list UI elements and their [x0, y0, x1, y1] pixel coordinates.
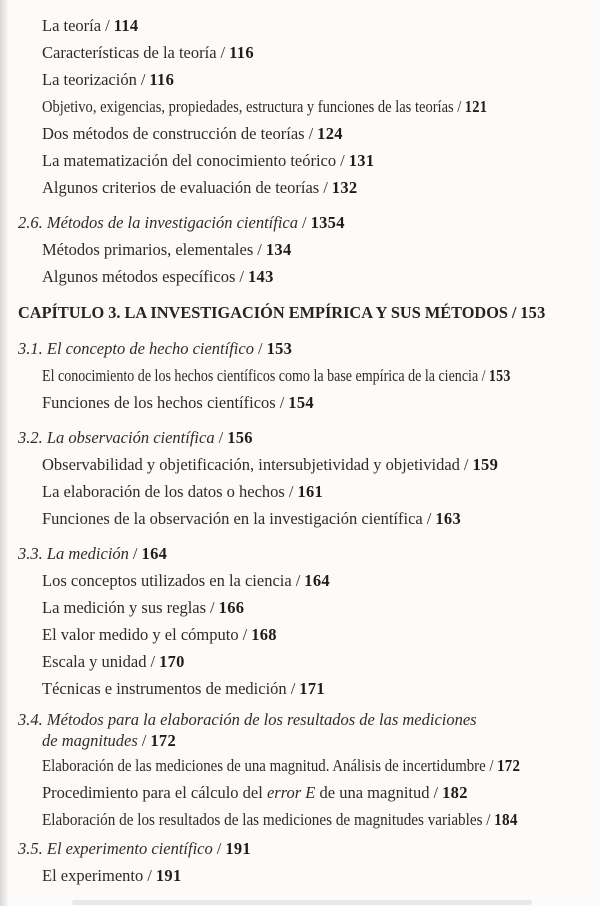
page-separator: /: [295, 571, 301, 590]
page-number: 153: [488, 366, 511, 385]
toc-entry: [0, 93, 600, 120]
toc-entry-title: 3.2. La observación científica: [18, 428, 215, 447]
toc-entry-title: Técnicas e instrumentos de medición: [42, 679, 287, 698]
toc-entry-title: de magnitudes: [42, 731, 138, 750]
page-separator: /: [257, 240, 262, 259]
toc-entry: [0, 478, 600, 505]
page-number: 116: [149, 70, 175, 89]
toc-entry: [0, 174, 600, 201]
toc-entry-title: Elaboración de las mediciones de una magnitud. Análisis de incertidumbre: [42, 756, 486, 775]
toc-entry: [0, 806, 600, 833]
page-separator: /: [147, 866, 152, 885]
toc-entry: [0, 505, 600, 532]
toc-entry-title: Los conceptos utilizados en la ciencia: [42, 571, 292, 590]
page-separator: /: [279, 393, 285, 412]
page-number: 154: [288, 393, 314, 412]
toc-entry-title: Algunos métodos específicos: [42, 267, 236, 286]
toc-entry-title: Métodos primarios, elementales: [42, 240, 254, 259]
toc-entry: [0, 362, 600, 389]
toc-entry-title: 3.3. La medición: [18, 544, 129, 563]
toc-entry-title: CAPÍTULO 3. LA INVESTIGACIÓN EMPÍRICA Y SUS MÉTODOS: [18, 303, 509, 322]
toc-entry-title: Dos métodos de construcción de teorías: [42, 124, 305, 143]
page-separator: /: [216, 839, 222, 858]
toc-entry-title: El conocimiento de los hechos científicos como la base empírica de la ciencia: [42, 366, 479, 385]
page-number: 159: [472, 455, 499, 474]
page-separator: /: [511, 303, 517, 322]
toc-entry: [0, 236, 600, 263]
page-separator: /: [290, 679, 296, 698]
toc-entry: [0, 389, 600, 416]
page-number: 184: [494, 810, 518, 829]
toc-entry: [0, 335, 600, 362]
toc-entry-title: Funciones de los hechos científicos: [42, 393, 276, 412]
page-number: 114: [113, 16, 139, 35]
page-number: 134: [265, 240, 292, 259]
page-number: 172: [497, 756, 521, 775]
page-number: 153: [266, 339, 293, 358]
page-separator: /: [308, 124, 314, 143]
page-separator: /: [433, 783, 439, 802]
page-number: 116: [229, 43, 254, 62]
page-bottom-shadow: [72, 900, 532, 905]
toc-entry-title: 3.4. Métodos para la elaboración de los resultados de las mediciones: [18, 710, 477, 729]
page-separator: /: [481, 366, 486, 385]
toc-entry-title: Escala y unidad: [42, 652, 147, 671]
toc-entry: [0, 621, 600, 648]
page-number: 156: [227, 428, 253, 447]
page-separator: /: [242, 625, 248, 644]
page-number: 163: [435, 509, 461, 528]
page-separator: /: [489, 756, 494, 775]
toc-entry-title: Elaboración de los resultados de las mediciones de magnitudes variables: [42, 810, 483, 829]
page-number: 161: [297, 482, 324, 501]
page-separator: /: [132, 544, 138, 563]
toc-entry: [0, 648, 600, 675]
toc-entry: [0, 424, 600, 451]
page-number: 1354: [310, 213, 345, 232]
page-separator: /: [323, 178, 328, 197]
toc-entry-title: Observabilidad y objetificación, intersubjetividad y objetividad: [42, 455, 460, 474]
page-separator: /: [486, 810, 491, 829]
page-number: 132: [331, 178, 358, 197]
toc-entry: [0, 675, 600, 702]
toc-entry: [0, 862, 600, 889]
page-separator: /: [457, 97, 462, 116]
page-number: 124: [317, 124, 343, 143]
toc-entry-title: 3.1. El concepto de hecho científico: [18, 339, 254, 358]
toc-entry-title: Algunos criterios de evaluación de teorías: [42, 178, 320, 197]
page-separator: /: [218, 428, 224, 447]
page-number: 182: [442, 783, 468, 802]
toc-entry-title: Objetivo, exigencias, propiedades, estructura y funciones de las teorías: [42, 97, 454, 116]
page-separator: /: [141, 731, 147, 750]
toc-entry-title: La elaboración de los datos o hechos: [42, 482, 285, 501]
page-number: 170: [159, 652, 185, 671]
toc-entry: [0, 209, 600, 236]
page-separator: /: [105, 16, 110, 35]
toc-entry: [0, 594, 600, 621]
page-separator: /: [210, 598, 215, 617]
toc-entry-title: La matematización del conocimiento teórico: [42, 151, 337, 170]
toc-entry: [0, 567, 600, 594]
page-separator: /: [239, 267, 244, 286]
page-number: 172: [150, 731, 177, 750]
toc-entry-title: Procedimiento para el cálculo del error E de una magnitud: [42, 783, 430, 802]
toc-entry-title: Funciones de la observación en la investigación científica: [42, 509, 423, 528]
toc-entry: [0, 835, 600, 862]
toc-entry-title: El experimento: [42, 866, 144, 885]
toc-entry-title: Características de la teoría: [42, 43, 217, 62]
page-separator: /: [140, 70, 146, 89]
page-number: 191: [155, 866, 182, 885]
page-number: 191: [225, 839, 251, 858]
page-number: 143: [247, 267, 274, 286]
page-number: 166: [218, 598, 245, 617]
toc-entry: [0, 263, 600, 290]
toc-entry-title: 2.6. Métodos de la investigación científica: [18, 213, 298, 232]
page-separator: /: [220, 43, 226, 62]
toc-entry-title: La teoría: [42, 16, 102, 35]
page-number: 168: [251, 625, 277, 644]
toc-entry: [0, 66, 600, 93]
page-number: 121: [464, 97, 488, 116]
toc-entry: [0, 39, 600, 66]
toc-entry: [0, 147, 600, 174]
page-separator: /: [426, 509, 432, 528]
toc-entry: [0, 120, 600, 147]
toc-entry: [0, 451, 600, 478]
page-number: 153: [520, 303, 546, 322]
page-separator: /: [288, 482, 294, 501]
toc-entry: [0, 540, 600, 567]
page-separator: /: [150, 652, 156, 671]
toc-entry: [0, 12, 600, 39]
chapter-heading: [0, 299, 600, 326]
toc-entry-title: La medición y sus reglas: [42, 598, 207, 617]
page-separator: /: [463, 455, 469, 474]
toc-entry-title: La teorización: [42, 70, 137, 89]
page-number: 164: [304, 571, 330, 590]
toc-entry-title: El valor medido y el cómputo: [42, 625, 239, 644]
toc-entry: [0, 779, 600, 806]
toc-entry: [0, 752, 600, 779]
page-separator: /: [301, 213, 307, 232]
page-number: 131: [348, 151, 375, 170]
page-separator: /: [340, 151, 345, 170]
page-number: 164: [141, 544, 168, 563]
toc-entry-title: 3.5. El experimento científico: [18, 839, 213, 858]
page-separator: /: [257, 339, 263, 358]
page-number: 171: [299, 679, 325, 698]
